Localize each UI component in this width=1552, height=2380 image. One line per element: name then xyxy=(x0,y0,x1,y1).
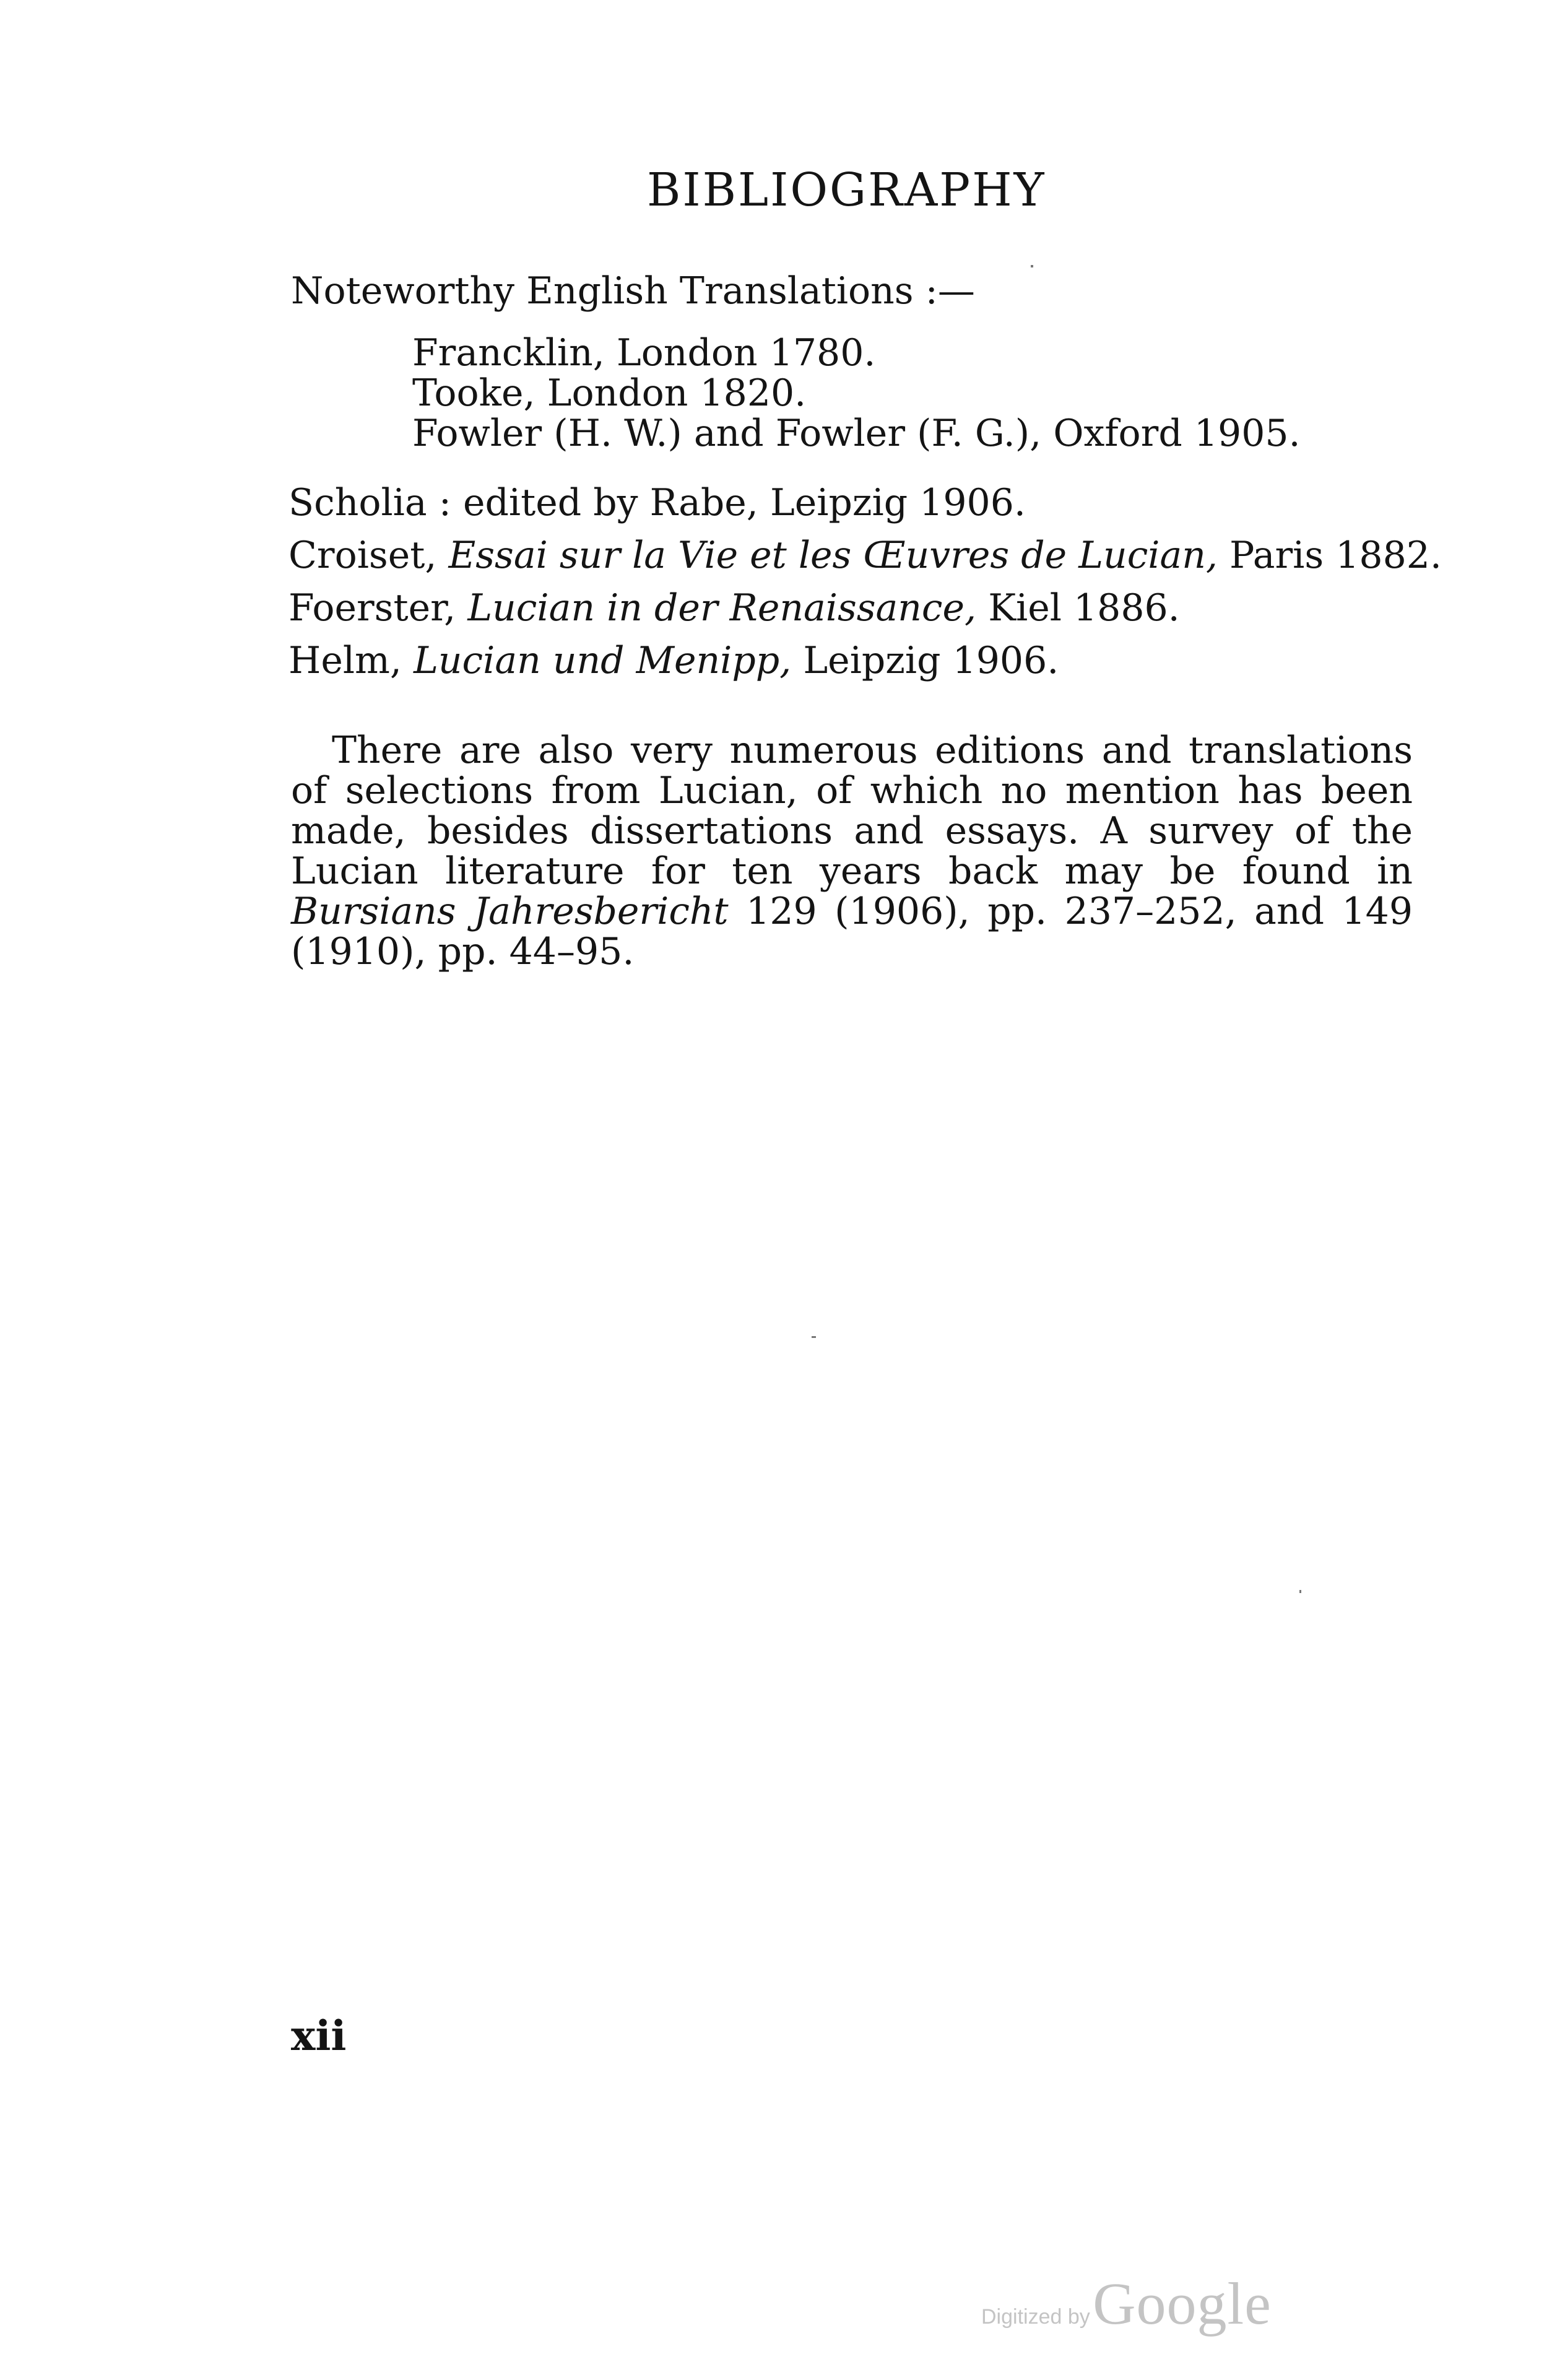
reference-foerster xyxy=(288,586,1180,630)
scan-speck xyxy=(812,1336,816,1338)
paragraph-italic-title: Bursians Jahresbericht xyxy=(291,890,729,933)
bibliography-note-paragraph xyxy=(291,731,1413,972)
reference-title: Lucian in der Renaissance, xyxy=(467,586,977,630)
reference-author: Croiset, xyxy=(288,534,449,577)
paragraph-text-end: 129 (1906), pp. 237–252, and 149 (1910), pp. 44–95. xyxy=(291,890,1413,973)
reference-place: Kiel 1886. xyxy=(976,586,1180,630)
google-watermark xyxy=(981,2269,1272,2338)
reference-croiset xyxy=(288,534,1442,577)
watermark-prefix: Digitized by xyxy=(981,2305,1090,2329)
reference-author: Foerster, xyxy=(288,586,468,630)
reference-helm xyxy=(288,639,1059,682)
paragraph-text: There are also very numerous editions and translations of selections from Lucian, of which no mention has been made, besides dissertations and essays. A survey of the Lucian literature for ten years back may be found in xyxy=(291,729,1413,893)
reference-place: Paris 1882. xyxy=(1217,534,1442,577)
reference-place: Leipzig 1906. xyxy=(791,639,1059,682)
translation-item: Francklin, London 1780. xyxy=(412,331,876,375)
page-number: xii xyxy=(291,2012,347,2060)
reference-title: Essai sur la Vie et les Œuvres de Lucian, xyxy=(448,534,1218,577)
scan-speck xyxy=(1031,265,1033,267)
reference-author: Helm, xyxy=(288,639,414,682)
page-title: BIBLIOGRAPHY xyxy=(647,163,1046,217)
reference-title: Lucian und Menipp, xyxy=(414,639,792,682)
translation-item: Tooke, London 1820. xyxy=(412,371,807,415)
scan-speck xyxy=(1299,1590,1301,1593)
translations-heading: Noteworthy English Translations :— xyxy=(291,269,975,313)
translation-item: Fowler (H. W.) and Fowler (F. G.), Oxford 1905. xyxy=(412,412,1301,455)
reference-scholia xyxy=(288,481,1026,524)
google-logo: Google xyxy=(1093,2270,1272,2337)
reference-text: Scholia : edited by Rabe, Leipzig 1906. xyxy=(288,481,1026,524)
